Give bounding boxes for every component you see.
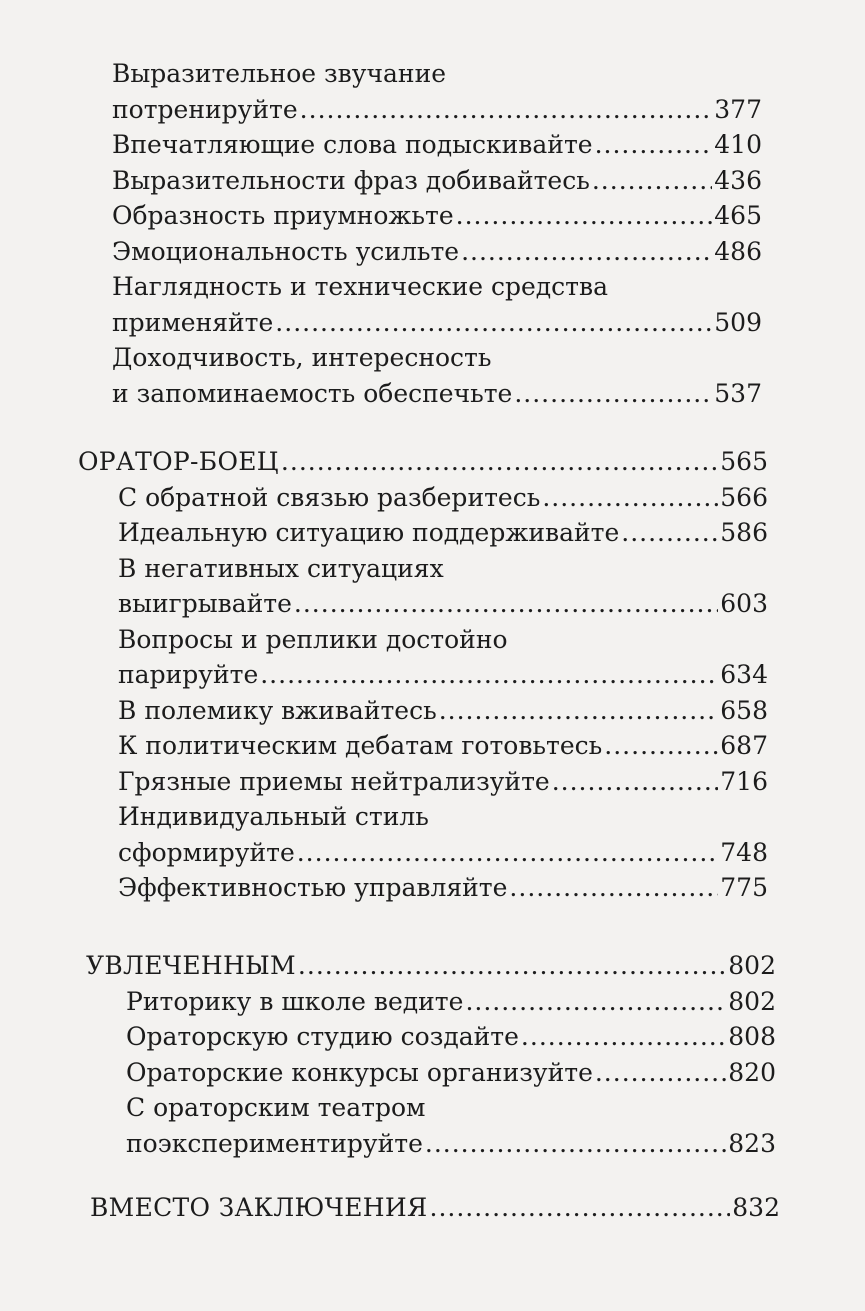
entry-title: Эффективностью управляйте [118,873,508,902]
entry-title: В полемику вживайтесь [118,695,437,725]
page-number: 537 [714,378,762,408]
dot-leader [300,92,713,128]
dot-leader [461,234,712,270]
section-title: ВМЕСТО ЗАКЛЮЧЕНИЯ [90,1193,428,1222]
dot-leader [298,948,726,984]
dot-leader [604,728,718,764]
page-number: 634 [720,660,768,689]
toc-section [0,1190,865,1226]
entry-title: В негативных ситуациях [118,553,444,583]
toc-section-heading [78,444,768,480]
entry-title: и запоминаемость обеспечьте [112,378,513,408]
page-number: 603 [720,589,768,618]
page-number: 716 [720,766,768,796]
toc-entry-line [112,198,762,234]
dot-leader [294,586,718,622]
entry-title: Выразительное звучание [112,59,447,88]
toc-entry-line [112,56,762,92]
dot-leader [430,1190,731,1226]
toc-entry-line [112,305,762,341]
toc-entry-line [126,984,776,1020]
page-number: 436 [714,165,762,195]
toc-entry-line [112,376,762,412]
toc-entry-line [118,835,768,871]
dot-leader [425,1126,726,1162]
toc-entry-line [118,693,768,729]
entry-title: Риторику в школе ведите [126,986,464,1016]
section-title: ОРАТОР-БОЕЦ [78,447,279,476]
toc-entry-line [126,1126,776,1162]
dot-leader [514,376,712,412]
entry-title: С ораторским театром [126,1093,426,1122]
entry-title: Грязные приемы нейтрализуйте [118,766,550,796]
dot-leader [260,657,718,693]
page-number: 377 [714,94,762,124]
dot-leader [439,693,719,729]
entry-title: Ораторскую студию создайте [126,1022,519,1051]
page-number: 687 [720,731,768,760]
entry-title: Впечатляющие слова подыскивайте [112,130,593,159]
section-title: УВЛЕЧЕННЫМ [86,951,296,980]
entry-title: Доходчивость, интересность [112,343,492,372]
toc-entry-line [112,92,762,128]
toc-section-heading [90,1190,780,1226]
toc-entry-line [112,127,762,163]
dot-leader [542,480,718,516]
page-number: 775 [720,873,768,902]
page-number: 658 [720,695,768,725]
page-number: 820 [728,1057,776,1087]
page-number: 410 [714,130,762,159]
dot-leader [521,1019,726,1055]
toc-entry-line [112,234,762,270]
toc-entry-line [118,764,768,800]
dot-leader [465,984,726,1020]
toc-entry-line [118,728,768,764]
toc-section [0,444,865,906]
toc-entry-line [126,1019,776,1055]
dot-leader [592,163,712,199]
toc-entry-line [118,657,768,693]
dot-leader [281,444,718,480]
entry-title: Наглядность и технические средства [112,272,608,301]
entry-title: Ораторские конкурсы организуйте [126,1057,593,1087]
dot-leader [552,764,719,800]
entry-title: потренируйте [112,94,298,124]
entry-title: поэкспериментируйте [126,1128,423,1158]
entry-title: Индивидуальный стиль [118,802,429,831]
dot-leader [621,515,718,551]
dot-leader [275,305,712,341]
page-number: 465 [714,201,762,230]
entry-title: Вопросы и реплики достойно [118,624,508,654]
toc-entry-line [118,515,768,551]
page-number: 509 [714,307,762,337]
dot-leader [595,1055,726,1091]
entry-title: Выразительности фраз добивайтесь [112,165,590,195]
toc-entry-line [118,551,768,587]
toc-section-heading [86,948,776,984]
page-number: 748 [720,837,768,867]
dot-leader [509,870,718,906]
toc-entry-line [118,870,768,906]
entry-title: выигрывайте [118,589,292,618]
toc-entry-line [118,480,768,516]
dot-leader [297,835,719,871]
page-number: 565 [720,447,768,476]
toc-entry-line [126,1055,776,1091]
page-number: 486 [714,236,762,266]
toc-entry-line [118,622,768,658]
dot-leader [456,198,713,234]
entry-title: Образность приумножьте [112,201,454,230]
entry-title: Эмоциональность усильте [112,236,460,266]
toc-entry-line [112,163,762,199]
toc-entry-line [112,269,762,305]
toc-entry-line [126,1090,776,1126]
toc-entry-line [118,799,768,835]
entry-title: сформируйте [118,837,295,867]
entry-title: С обратной связью разберитесь [118,482,541,512]
page-number: 802 [728,986,776,1016]
page-number: 586 [720,518,768,547]
toc-section [0,56,865,411]
page-number: 823 [728,1128,776,1158]
entry-title: парируйте [118,660,259,689]
entry-title: применяйте [112,307,274,337]
page-number: 808 [728,1022,776,1051]
dot-leader [595,127,713,163]
entry-title: К политическим дебатам готовьтесь [118,731,603,760]
page-number: 566 [720,482,768,512]
page-number: 832 [732,1193,780,1222]
toc-section [0,948,865,1161]
toc-entry-line [118,586,768,622]
entry-title: Идеальную ситуацию поддерживайте [118,518,620,547]
toc-entry-line [112,340,762,376]
page-number: 802 [728,951,776,980]
